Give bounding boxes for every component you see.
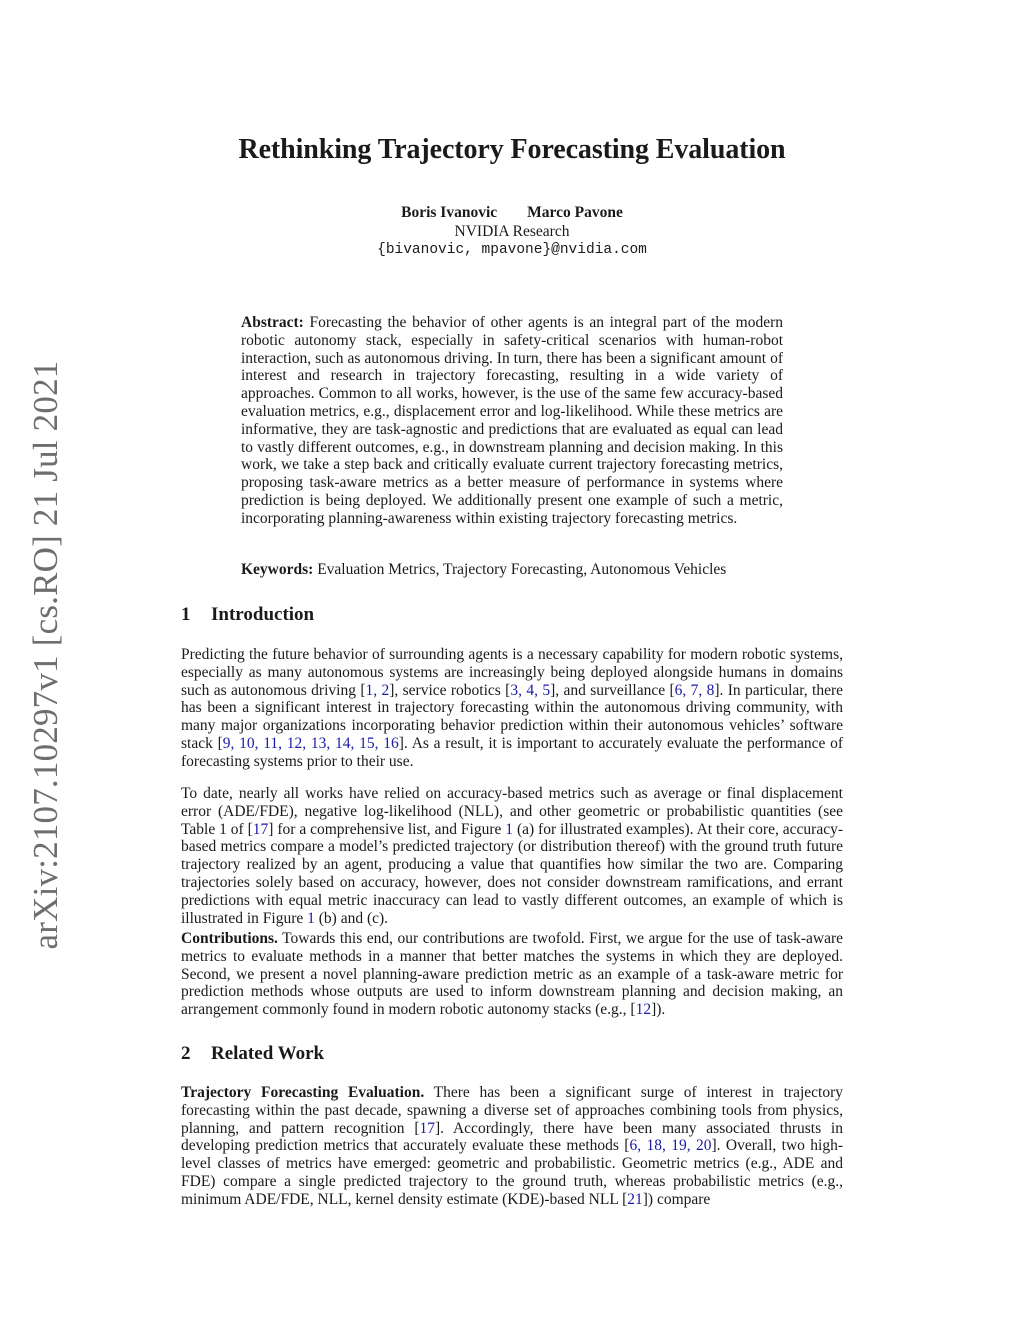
paragraph-label: Trajectory Forecasting Evaluation. [181, 1084, 425, 1101]
section-heading-related-work [181, 1043, 324, 1065]
intro-paragraph-1 [181, 646, 843, 771]
author-email: {bivanovic, mpavone}@nvidia.com [377, 242, 647, 258]
figure-link[interactable]: 1 [505, 820, 514, 838]
citation-link[interactable]: 17 [419, 1119, 435, 1137]
figure-link[interactable]: 1 [307, 909, 315, 927]
citation-link[interactable]: 1, 2 [365, 681, 390, 699]
arxiv-identifier: arXiv:2107.10297v1 [cs.RO] 21 Jul 2021 [26, 360, 65, 950]
text-run: ]. In particular, there has been a significant interest in trajectory forecasting within the autonomous driving community, with many major organizations incorporating behavior prediction within their autonomous vehicles’ software stack [ [181, 681, 844, 752]
section-title: Related Work [211, 1043, 325, 1064]
text-run: (a) for illustrated examples). At their core, accuracy-based metrics compare a model’s predicted trajectory (or distribution thereof) with the ground truth future trajectory realized by an agent, producing a value that quantifies how similar the two are. Comparing trajectories solely based on accuracy, however, does not consider downstream ramifications, and errant predictions with equal metric inaccuracy can lead to vastly different outcomes, an example of which is illustrated in Figure [181, 820, 843, 927]
text-run: ]) compare [642, 1190, 711, 1208]
keywords-label: Keywords: [241, 561, 314, 578]
section-number: 2 [181, 1043, 191, 1064]
section-title: Introduction [211, 604, 315, 625]
intro-paragraph-3 [181, 930, 843, 1019]
text-run: ]. Accordingly, there have been many associated thrusts in developing prediction metrics that accurately evaluate these methods [ [181, 1119, 843, 1155]
related-paragraph-1 [181, 1084, 843, 1209]
paper-title: Rethinking Trajectory Forecasting Evaluation [238, 134, 786, 165]
section-number: 1 [181, 604, 191, 625]
author-names [0, 203, 1024, 222]
keywords-text: Evaluation Metrics, Trajectory Forecasting, Autonomous Vehicles [317, 561, 727, 578]
abstract [241, 314, 783, 528]
text-run: ], service robotics [ [389, 681, 511, 699]
text-run: Towards this end, our contributions are twofold. First, we argue for the use of task-aware metrics to evaluate methods in a manner that better matches the systems in which they are deployed. Second, we present a novel planning-aware prediction metric as an example of a task-aware metric for prediction methods whose outputs are used to inform downstream planning and decision making, an arrangement commonly found in modern robotic autonomy stacks (e.g., [ [181, 930, 843, 1019]
text-run: ]. Overall, two high-level classes of metrics have emerged: geometric and probabilistic. Geometric metrics (e.g., ADE and FDE) compare a single predicted trajectory to the ground truth, whereas probabilistic metrics (e.g., minimum ADE/FDE, NLL, kernel density estimate (KDE)-based NLL [ [181, 1137, 844, 1208]
keywords [241, 561, 801, 579]
text-run: Predicting the future behavior of surrounding agents is a necessary capability for modern robotic systems, especially as many autonomous systems are increasingly being deployed alongside humans in domains such as autonomous driving [ [181, 646, 843, 699]
author-block [0, 203, 1024, 260]
citation-link[interactable]: 21 [627, 1190, 643, 1208]
abstract-label: Abstract: [241, 314, 304, 331]
text-run: ]. As a result, it is important to accurately evaluate the performance of forecasting systems prior to their use. [181, 734, 843, 770]
text-run: (b) and (c). [314, 909, 389, 927]
abstract-text: Forecasting the behavior of other agents is an integral part of the modern robotic autonomy stack, especially in safety-critical scenarios with human-robot interaction, such as autonomous driving. In turn, there has been a significant amount of interest and research in trajectory forecasting, resulting in a wide variety of approaches. Common to all works, however, is the use of the same few accuracy-based evaluation metrics, e.g., displacement error and log-likelihood. While these metrics are informative, they are task-agnostic and predictions that are evaluated as equal can lead to vastly different outcomes, e.g., in downstream planning and decision making. In this work, we take a step back and critically evaluate current trajectory forecasting metrics, proposing task-aware metrics as a better measure of performance in systems where prediction is being deployed. We additionally present one example of such a metric, incorporating planning-awareness within existing trajectory forecasting metrics. [241, 314, 784, 527]
text-run: There has been a significant surge of interest in trajectory forecasting within the past decade, spawning a diverse set of approaches combining tools from physics, planning, and pattern recognition [ [181, 1084, 843, 1137]
text-run: ], and surveillance [ [550, 681, 675, 699]
author-name: Marco Pavone [527, 204, 623, 221]
citation-link[interactable]: 12 [635, 1001, 652, 1019]
paragraph-label: Contributions. [181, 930, 278, 947]
text-run: ]). [651, 1001, 666, 1019]
text-run: To date, nearly all works have relied on accuracy-based metrics such as average or final displacement error (ADE/FDE), negative log-likelihood (NLL), and other geometric or probabilistic quantities (see Table 1 of [ [181, 785, 843, 838]
section-heading-introduction [181, 604, 314, 626]
citation-link[interactable]: 17 [252, 820, 269, 838]
text-run: ] for a comprehensive list, and Figure [268, 820, 506, 838]
intro-paragraph-2 [181, 785, 843, 927]
citation-link[interactable]: 9, 10, 11, 12, 13, 14, 15, 16 [222, 734, 399, 752]
citation-link[interactable]: 6, 7, 8 [674, 681, 715, 699]
citation-link[interactable]: 6, 18, 19, 20 [629, 1137, 712, 1155]
author-affiliation: NVIDIA Research [454, 223, 570, 240]
author-name: Boris Ivanovic [401, 204, 498, 221]
citation-link[interactable]: 3, 4, 5 [510, 681, 551, 699]
